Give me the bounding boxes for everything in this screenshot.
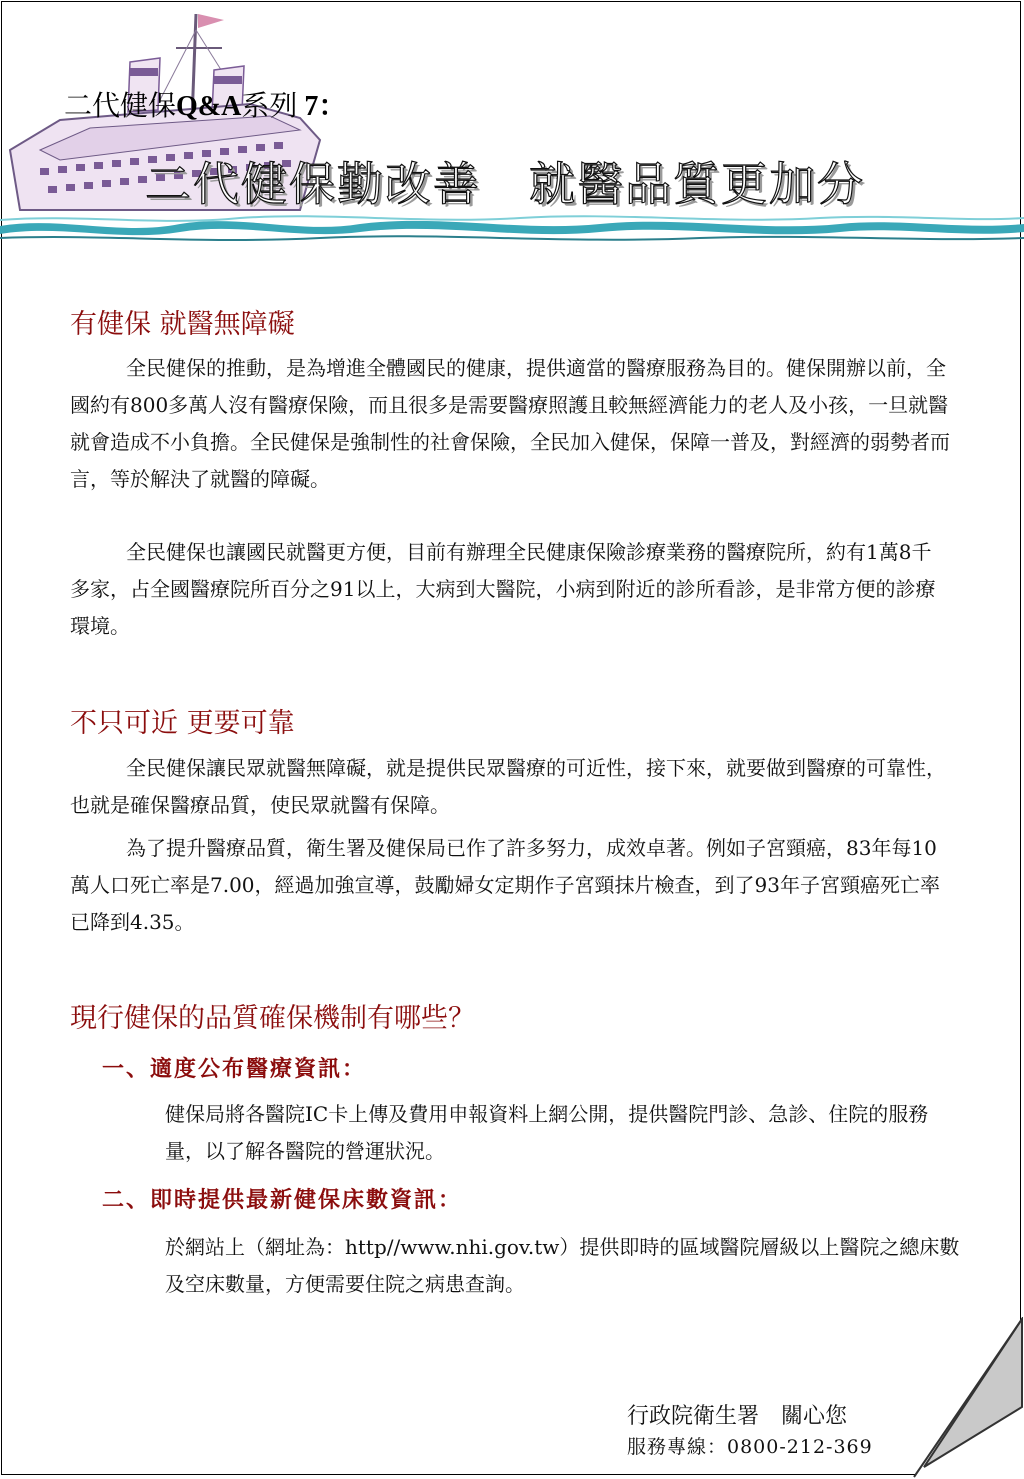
item-text: 健保局將各醫院IC卡上傳及費用申報資料上網公開，提供醫院門診、急診、住院的服務量，以了解各醫院的營運狀況。 xyxy=(165,1102,929,1163)
item-label-disclose-info: 一、適度公布醫療資訊： xyxy=(102,1056,367,1082)
section-heading-barrier-free: 有健保 就醫無障礙 xyxy=(70,309,295,340)
section-heading-quality-mechanisms: 現行健保的品質確保機制有哪些？ xyxy=(70,1003,475,1034)
paragraph: 全民健保讓民眾就醫無障礙，就是提供民眾醫療的可近性，接下來，就要做到醫療的可靠性，也就是確保醫療品質，使民眾就醫有保障。 xyxy=(70,756,946,817)
section-heading-reliable: 不只可近 更要可靠 xyxy=(70,708,295,739)
paragraph: 全民健保的推動，是為增進全體國民的健康，提供適當的醫療服務為目的。健保開辦以前，全國約有800多萬人沒有醫療保險，而且很多是需要醫療照護且較無經濟能力的老人及小孩，一旦就醫就會造成不小負擔。全民健保是強制性的社會保險，全民加入健保，保障一普及，對經濟的弱勢者而言，等於解決了就醫的障礙。 xyxy=(70,356,950,491)
footer-hotline: 服務專線：0800-212-369 xyxy=(627,1436,873,1458)
item-text: 於網站上（網址為：http//www.nhi.gov.tw）提供即時的區域醫院層級以上醫院之總床數及空床數量，方便需要住院之病患查詢。 xyxy=(165,1235,960,1296)
footer-org: 行政院衛生署 關心您 xyxy=(627,1404,848,1429)
paragraph: 全民健保也讓國民就醫更方便，目前有辦理全民健康保險診療業務的醫療院所，約有1萬8千多家，占全國醫療院所百分之91以上，大病到大醫院，小病到附近的診所看診，是非常方便的診療環境。 xyxy=(70,540,936,638)
footer xyxy=(627,1402,873,1462)
item-label-bed-info: 二、即時提供最新健保床數資訊： xyxy=(102,1187,463,1213)
wave-divider xyxy=(0,206,1024,246)
series-label: 二代健保Q&A系列 7： xyxy=(64,89,347,122)
page-curl-decoration xyxy=(912,1317,1024,1479)
paragraph: 為了提升醫療品質，衛生署及健保局已作了許多努力，成效卓著。例如子宮頸癌，83年每10萬人口死亡率是7.00，經過加強宣導，鼓勵婦女定期作子宮頸抹片檢查，到了93年子宮頸癌死亡率已降到4.35。 xyxy=(70,836,940,934)
page-title: 二代健保勤改善 就醫品質更加分 xyxy=(145,157,865,211)
